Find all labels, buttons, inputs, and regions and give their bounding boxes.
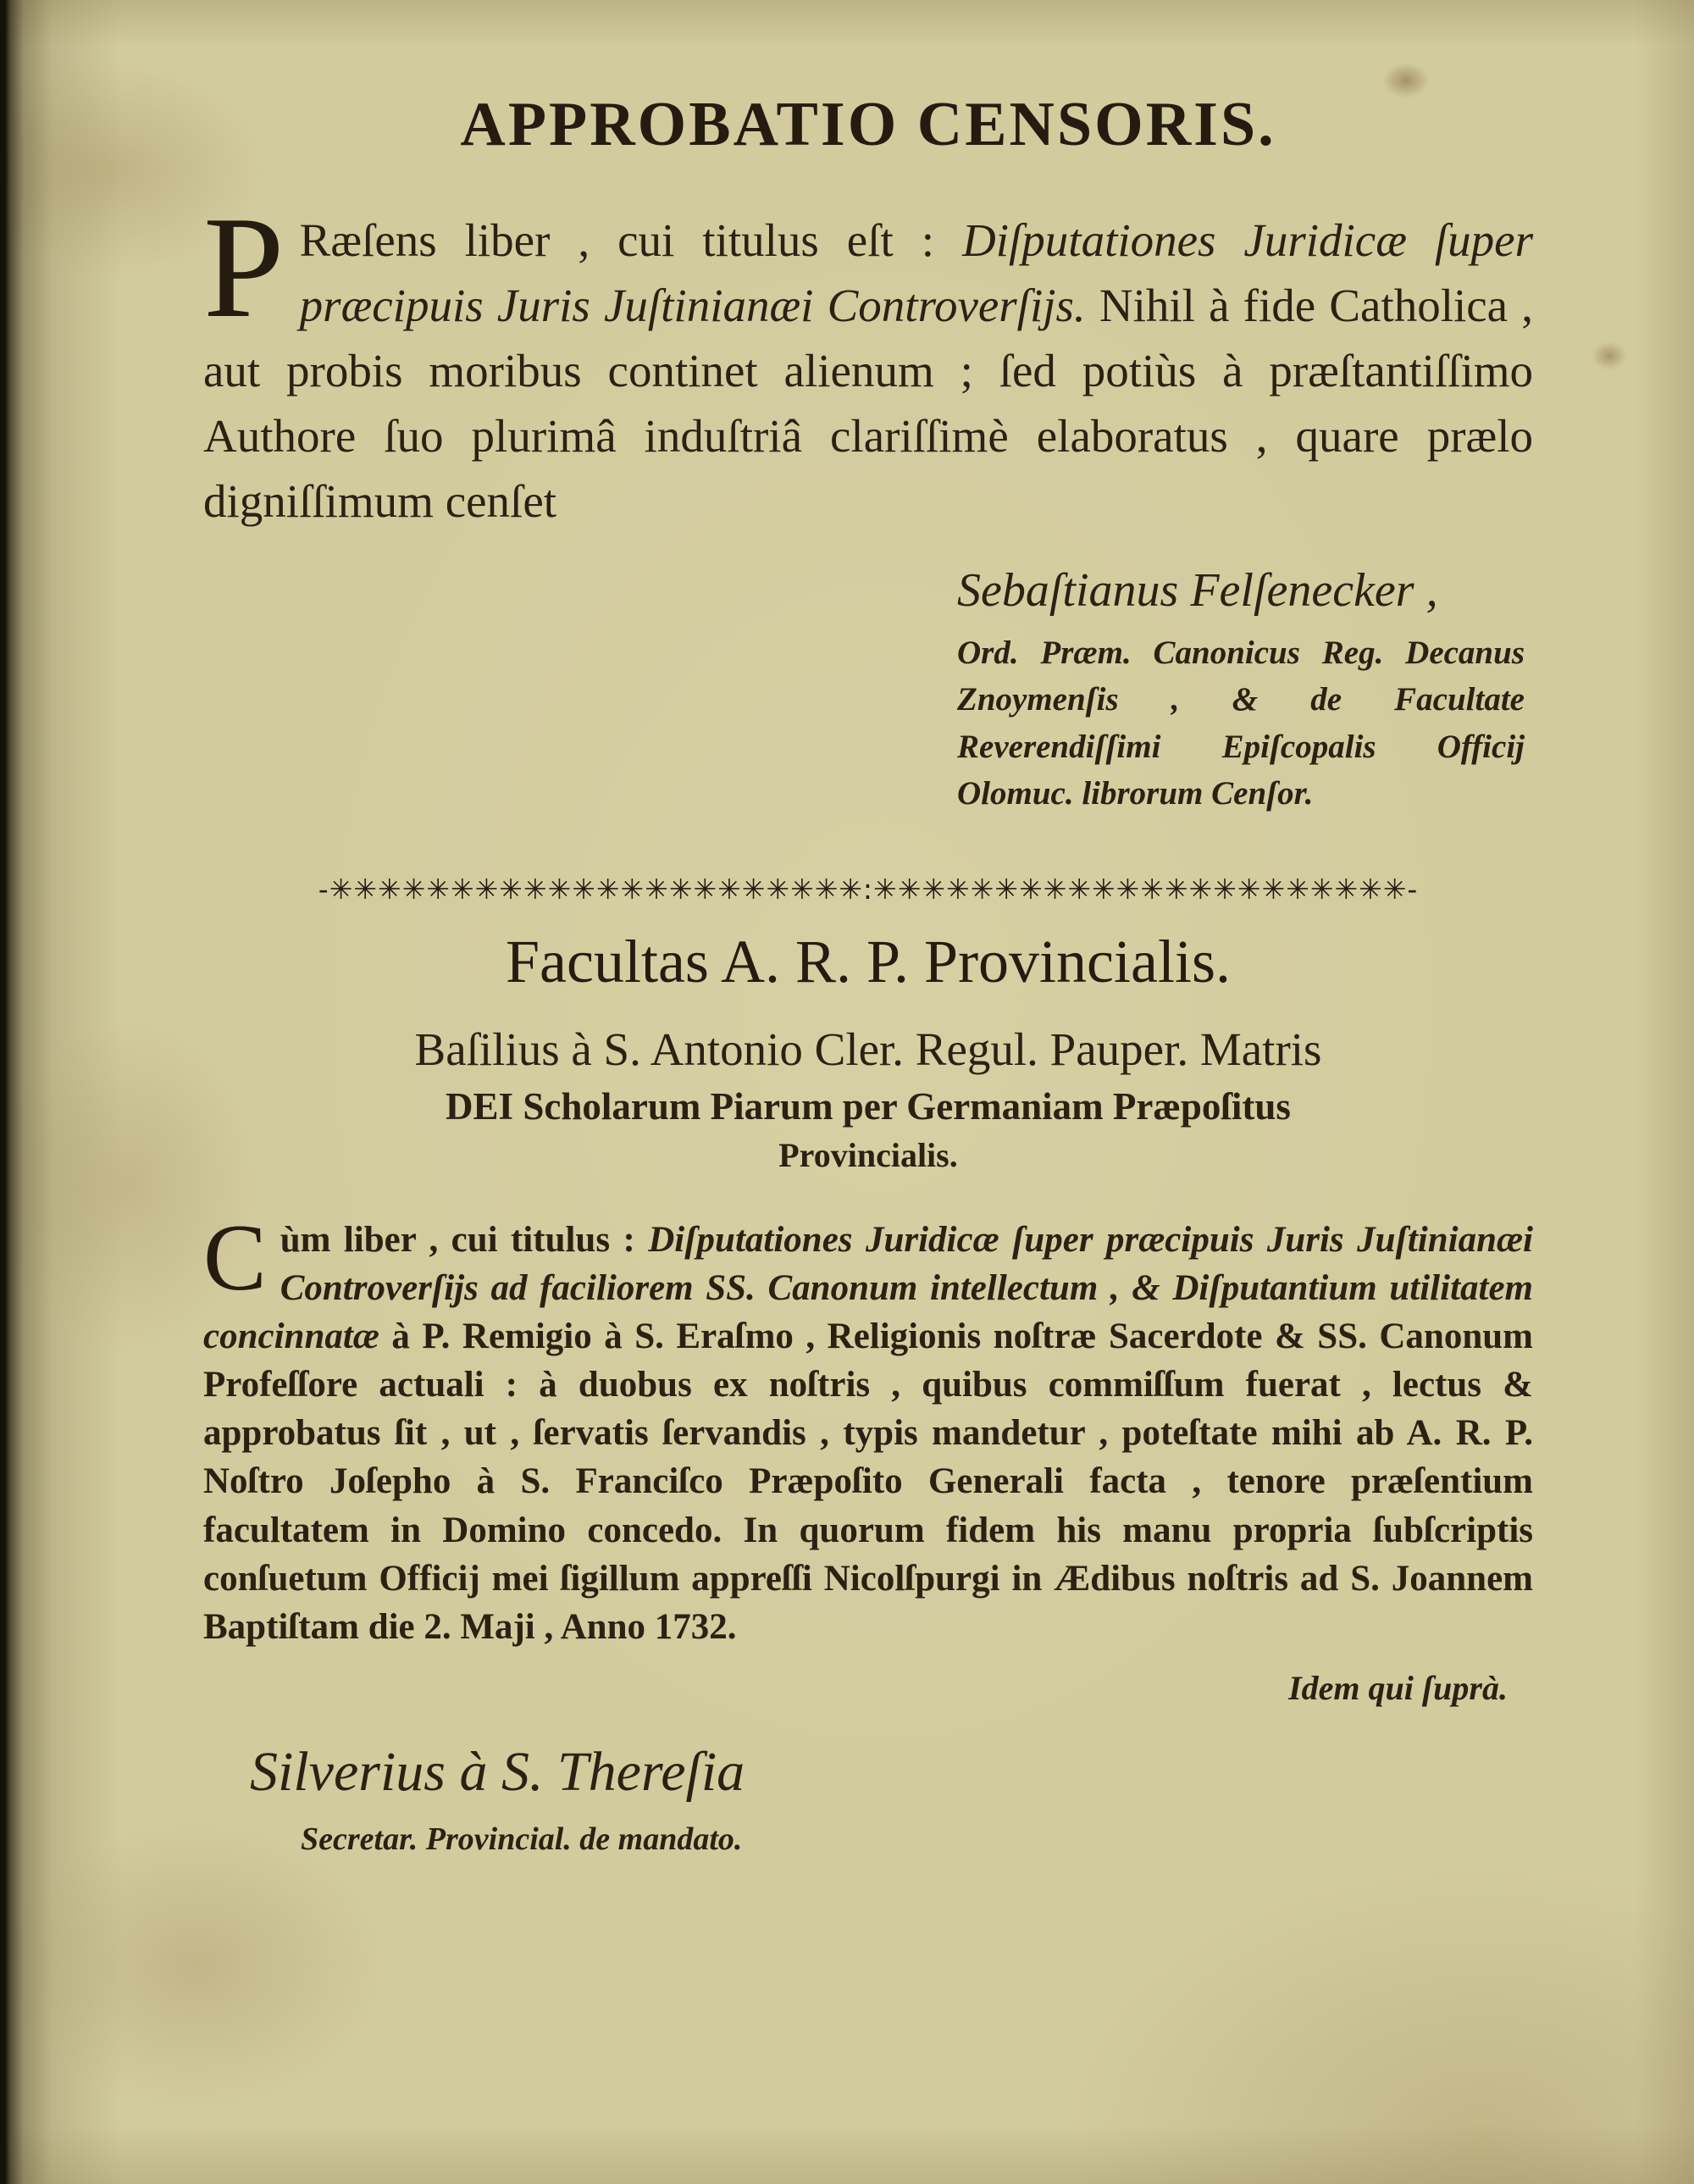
secretary-name: Silverius à S. Thereſia — [250, 1741, 745, 1804]
ornament-divider: -✳✳✳✳✳✳✳✳✳✳✳✳✳✳✳✳✳✳✳✳✳✳:✳✳✳✳✳✳✳✳✳✳✳✳✳✳✳✳✳✳✳✳✳✳- — [318, 872, 1419, 906]
censor-name: Sebaſtianus Felſenecker , — [957, 564, 1438, 617]
facultas-subheading-line3: Provincialis. — [778, 1135, 958, 1174]
censor-signature-block — [957, 563, 1525, 818]
censor-titles: Ord. Præm. Canonicus Reg. Decanus Znoymenſis , & de Facultate Reverendiſſimi Epiſcopalis Officij Olomuc. librorum Cenſor. — [957, 635, 1525, 812]
facultas-subheading-line1: Baſilius à S. Antonio Cler. Regul. Pauper. Matris — [414, 1023, 1322, 1075]
secretary-title: Secretar. Provincial. de mandato. — [301, 1821, 743, 1858]
dropcap-c: C — [203, 1205, 267, 1311]
facultas-paragraph — [203, 1205, 1533, 1652]
approbatio-lead-text: Ræſens liber , cui titulus eſt : — [299, 214, 963, 266]
approbatio-body-text: Nihil à fide Catholica , aut probis moribus continet alienum ; ſed potiùs à præſtantiſſimo Authore ſuo plurimâ induſtriâ clariſſimè elaboratus , quare prælo digniſſimum cenſet — [203, 280, 1533, 527]
facultas-body-text: à P. Remigio à S. Eraſmo , Religionis noſtræ Sacerdote & SS. Canonum Profeſſore actuali : à duobus ex noſtris , quibus commiſſum fuerat , lectus & approbatus ſit , ut , ſervatis ſervandis , typis mandetur , poteſtate mihi ab A. R. P. Noſtro Joſepho à S. Franciſco Præpoſito Generali facta , tenore præſentium facultatem in Domino concedo. In quorum fidem his manu propria ſubſcriptis conſuetum Officij mei ſigillum appreſſi Nicolſpurgi in Ædibus noſtris ad S. Joannem Baptiſtam die 2. Maji , Anno 1732. — [203, 1316, 1533, 1647]
approbatio-book-title-italic: Diſputationes Juridicæ ſuper præcipuis Juris Juſtinianæi Controverſijs. — [299, 214, 1533, 331]
facultas-heading: Facultas A. R. P. Provincialis. — [505, 927, 1232, 995]
facultas-subheading-line2: DEI Scholarum Piarum per Germaniam Præpoſitus — [446, 1084, 1291, 1128]
dropcap-p: P — [203, 187, 285, 348]
idem-qui-supra: Idem qui ſuprà. — [1288, 1669, 1508, 1708]
page-content — [203, 89, 1533, 1863]
facultas-book-title-italic: Diſputationes Juridicæ ſuper præcipuis Juris Juſtinianæi Controverſijs ad faciliorem SS. Canonum intellectum , & Diſputantium utilitatem concinnatæ — [203, 1219, 1533, 1356]
approbatio-paragraph — [203, 187, 1533, 534]
facultas-lead-text: ùm liber , cui titulus : — [280, 1219, 649, 1260]
approbatio-title: APPROBATIO CENSORIS. — [460, 90, 1276, 159]
